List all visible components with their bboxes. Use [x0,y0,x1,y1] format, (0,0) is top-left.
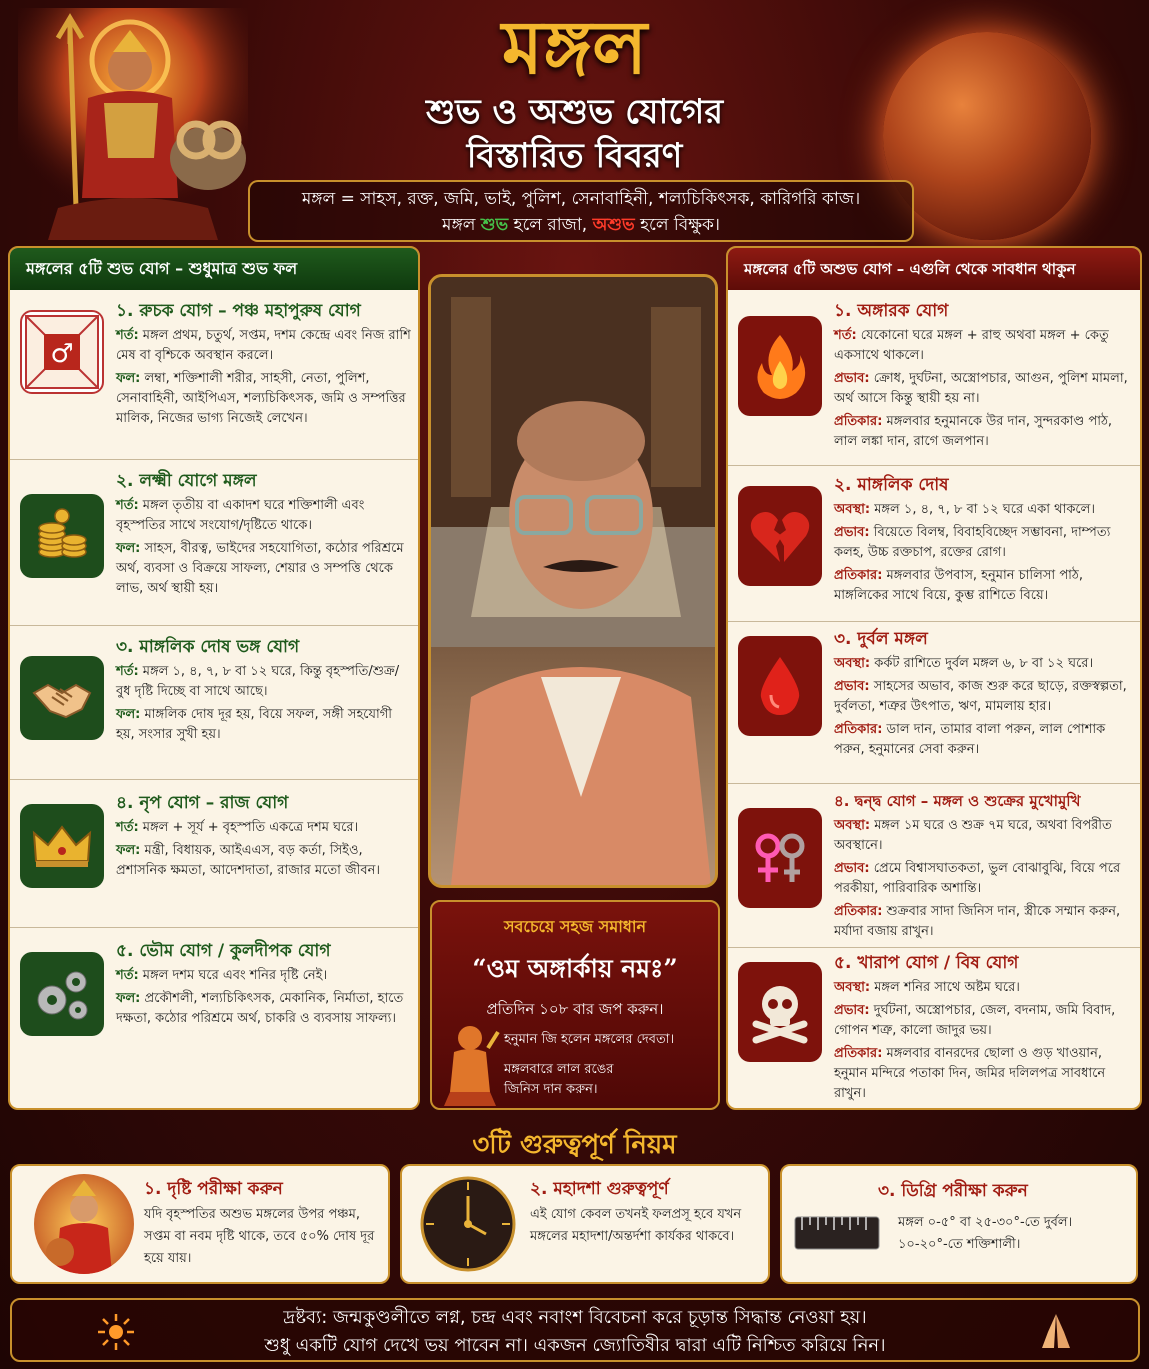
item-title: ১. রুচক যোগ – পঞ্চ মহাপুরুষ যোগ [116,301,361,321]
deity-icon [34,1174,134,1274]
result-text: সাহস, বীরত্ব, ভাইদের সহযোগিতা, কঠোর পরিশ্রমে অর্থ, ব্যবসা ও বিক্রয়ে সাফল্য, শেয়ার ও সম্পত্তি থেকে লাভ, অর্থ স্থায়ী হয়। [116,541,404,596]
footer-note [10,1298,1140,1362]
result-label: ফল: [116,541,141,556]
result-label: ফল: [116,991,141,1006]
solution-header: সবচেয়ে সহজ সমাধান [503,917,647,936]
handshake-icon [20,656,104,740]
rule-title: ২. মহাদশা গুরুত্বপূর্ণ [530,1179,669,1199]
mangal-deity-image [18,8,248,240]
good-yoga-item [10,292,418,460]
remedy-label: প্রতিকার: [834,904,883,919]
effect-label: প্রভাব: [834,525,870,540]
rule-text-block [530,1178,758,1248]
item-title: ৩. মাঙ্গলিক দোষ ভঙ্গ যোগ [116,637,300,657]
intro-good-word: শুভ [480,215,509,235]
cond-label: অবস্থা: [834,502,871,517]
item-title: ৪. দ্বন্দ্ব যোগ – মঙ্গল ও শুক্রের মুখোমুখি [834,792,1081,810]
note-line-2: শুধু একটি যোগ দেখে ভয় পাবেন না। একজন জ্যোতিষীর দ্বারা এটি নিশ্চিত করিয়ে নিন। [264,1335,886,1356]
item-title: ৩. দুর্বল মঙ্গল [834,629,928,649]
remedy-label: প্রতিকার: [834,414,883,429]
broken-heart-icon [738,486,822,586]
item-title: ২. মাঙ্গলিক দোষ [834,475,949,495]
blood-drop-icon [738,636,822,736]
remedy-label: প্রতিকার: [834,1046,883,1061]
item-text [116,790,412,884]
item-title: ৫. খারাপ যোগ / বিষ যোগ [834,953,1019,973]
item-text [834,298,1134,455]
bad-panel-header: মঙ্গলের ৫টি অশুভ যোগ – এগুলি থেকে সাবধান থাকুন [728,248,1140,290]
cond-label: শর্ত: [116,968,139,983]
result-text: মন্ত্রী, বিধায়ক, আইএএস, বড় কর্তা, সিইও, প্রশাসনিক ক্ষমতা, আদেশদাতা, রাজার মতো জীবন। [116,843,380,878]
bad-yoga-item [728,948,1140,1108]
subtitle-line-2: বিস্তারিত বিবরণ [466,136,683,176]
effect-text: দুর্ঘটনা, অস্ত্রোপচার, জেল, বদনাম, জমি বিবাদ, গোপন শত্রু, কালো জাদুর ভয়। [834,1003,1116,1038]
result-text: মাঙ্গলিক দোষ দূর হয়, বিয়ে সফল, সঙ্গী সহযোগী হয়, সংসার সুখী হয়। [116,707,393,742]
rule-text: যদি বৃহস্পতির অশুভ মঙ্গলের উপর পঞ্চম, সপ্তম বা নবম দৃষ্টি থাকে, তবে ৫০% দোষ দূর হয়ে যায়। [144,1207,375,1266]
item-title: ২. লক্ষ্মী যোগে মঙ্গল [116,471,257,491]
mars-chart-icon [20,310,104,394]
rule-card [400,1164,770,1284]
hanuman-line: হনুমান জি হলেন মঙ্গলের দেবতা। [504,1032,675,1047]
remedy-text: মঙ্গলবার বানরদের ছোলা ও গুড় খাওয়ান, হনুমান মন্দিরে পতাকা দিন, জমির দলিলপত্র সাবধানে রাখুন। [834,1046,1106,1101]
cond-label: অবস্থা: [834,980,871,995]
good-yoga-item [10,626,418,780]
cond-text: মঙ্গল তৃতীয় বা একাদশ ঘরে শক্তিশালী এবং বৃহস্পতির সাথে সংযোগ/দৃষ্টিতে থাকে। [116,498,365,533]
gears-icon [20,952,104,1036]
cond-label: শর্ত: [116,498,139,513]
item-text [834,626,1134,763]
intro-text: মঙ্গল [442,215,476,235]
ruler-icon [794,1216,880,1250]
good-yoga-item [10,780,418,928]
fire-icon [738,316,822,416]
remedy-label: প্রতিকার: [834,722,883,737]
result-label: ফল: [116,707,141,722]
cond-label: শর্ত: [834,328,857,343]
item-text [116,298,412,432]
item-text [834,472,1134,609]
item-text [116,634,412,748]
effect-text: সাহসের অভাব, কাজ শুরু করে ছাড়ে, রক্তস্বল্পতা, দুর্বলতা, শত্রুর উৎপাত, ঋণ, মামলায় হার। [834,679,1127,714]
mantra-text: “ওম অঙ্গার্কায় নমঃ” [472,954,678,983]
note-line-1: দ্রষ্টব্য: জন্মকুণ্ডলীতে লগ্ন, চন্দ্র এবং নবাংশ বিবেচনা করে চূড়ান্ত সিদ্ধান্ত নেওয়া হয়। [283,1307,867,1328]
bad-yoga-item [728,292,1140,466]
good-yoga-item [10,460,418,626]
remedy-text: ডাল দান, তামার বালা পরুন, লাল পোশাক পরুন, হনুমানের সেবা করুন। [834,722,1106,757]
rule-title: ১. দৃষ্টি পরীক্ষা করুন [144,1179,283,1199]
rules-title: ৩টি গুরুত্বপূর্ণ নিয়ম [472,1130,677,1160]
intro-text: হলে রাজা, [513,215,588,235]
bad-yoga-item [728,466,1140,622]
svg-text:♂: ♂ [50,339,74,369]
effect-text: বিয়েতে বিলম্ব, বিবাহবিচ্ছেদ সম্ভাবনা, দাম্পত্য কলহ, উচ্চ রক্তচাপ, রক্তের রোগ। [834,525,1111,560]
mars-planet-image [883,32,1091,240]
page-title: মঙ্গল [501,5,648,91]
skull-icon [738,962,822,1062]
cond-text: মঙ্গল প্রথম, চতুর্থ, সপ্তম, দশম কেন্দ্রে এবং নিজ রাশি মেষ বা বৃশ্চিকে অবস্থান করলে। [116,328,411,363]
item-title: ৪. নৃপ যোগ – রাজ যোগ [116,793,289,813]
cond-label: অবস্থা: [834,656,871,671]
item-text [834,950,1134,1107]
cond-label: শর্ত: [116,328,139,343]
item-text [116,938,412,1032]
author-photo [428,274,718,888]
good-yoga-panel [8,246,420,1110]
cond-text: মঙ্গল শনির সাথে অষ্টম ঘরে। [874,980,1020,995]
cond-text: কর্কট রাশিতে দুর্বল মঙ্গল ৬, ৮ বা ১২ ঘরে। [874,656,1094,671]
cond-text: মঙ্গল ১, ৪, ৭, ৮ বা ১২ ঘরে একা থাকলে। [874,502,1095,517]
page-subtitle [340,90,809,178]
effect-label: প্রভাব: [834,679,870,694]
rule-card [780,1164,1138,1284]
remedy-label: প্রতিকার: [834,568,883,583]
result-text: লম্বা, শক্তিশালী শরীর, সাহসী, নেতা, পুলিশ, সেনাবাহিনী, আইপিএস, শল্যচিকিৎসক, জমি ও সম্পত্তির মালিক, নিজের ভাগ্য নিজেই লেখেন। [116,371,406,426]
clock-icon [418,1174,518,1274]
cond-text: মঙ্গল দশম ঘরে এবং শনির দৃষ্টি নেই। [142,968,328,983]
cond-label: শর্ত: [116,820,139,835]
remedy-text: মঙ্গলবার হনুমানকে উর দান, সুন্দরকাণ্ড পাঠ, লাল লঙ্কা দান, রাগে জলপান। [834,414,1113,449]
intro-line-1: মঙ্গল = সাহস, রক্ত, জমি, ভাই, পুলিশ, সেনাবাহিনী, শল্যচিকিৎসক, কারিগরি কাজ। [301,189,861,209]
rule-text: মঙ্গল ০-৫° বা ২৫-৩০°-তে দুর্বল। ১০-২০°-তে শক্তিশালী। [898,1215,1073,1252]
gold-coins-icon [20,494,104,578]
cond-text: যেকোনো ঘরে মঙ্গল + রাহু অথবা মঙ্গল + কেতু একসাথে থাকলে। [834,328,1109,363]
good-yoga-item [10,928,418,1108]
intro-bad-word: অশুভ [592,215,635,235]
result-label: ফল: [116,371,141,386]
bad-yoga-item [728,784,1140,948]
bad-yoga-panel [726,246,1142,1110]
rule-text-block [144,1178,378,1270]
result-text: প্রকৌশলী, শল্যচিকিৎসক, মেকানিক, নির্মাতা, হাতে দক্ষতা, কঠোর পরিশ্রমে অর্থ, চাকরি ও ব্যবসায় সাফল্য। [116,991,404,1026]
solution-box [430,900,720,1110]
good-panel-header: মঙ্গলের ৫টি শুভ যোগ – শুধুমাত্র শুভ ফল [10,248,418,290]
item-title: ৫. ভৌম যোগ / কুলদীপক যোগ [116,941,331,961]
effect-label: প্রভাব: [834,371,870,386]
cond-label: শর্ত: [116,664,139,679]
folded-hands-icon [1034,1312,1078,1352]
subtitle-line-1: শুভ ও অশুভ যোগের [425,92,724,132]
cond-text: মঙ্গল ১, ৪, ৭, ৮ বা ১২ ঘরে, কিন্তু বৃহস্পতি/শুক্র/বুধ দৃষ্টি দিচ্ছে বা সাথে আছে। [116,664,400,699]
intro-text: হলে বিক্ষুক। [640,215,720,235]
rule-title: ৩. ডিগ্রি পরীক্ষা করুন [878,1181,1028,1201]
effect-text: ক্রোধ, দুর্ঘটনা, অস্ত্রোপচার, আগুন, পুলিশ মামলা, অর্থ আসে কিন্তু স্থায়ী হয় না। [834,371,1128,406]
effect-label: প্রভাব: [834,861,870,876]
intro-line-2 [250,212,912,238]
item-title: ১. অঙ্গারক যোগ [834,301,949,321]
donation-line: মঙ্গলবারে লাল রঙের জিনিস দান করুন। [504,1062,614,1097]
remedy-text: শুক্রবার সাদা জিনিস দান, স্ত্রীকে সম্মান করুন, মর্যাদা বজায় রাখুন। [834,904,1121,939]
bad-yoga-item [728,622,1140,784]
effect-label: প্রভাব: [834,1003,870,1018]
intro-box [248,180,914,242]
hanuman-icon [440,1022,500,1106]
crown-icon [20,804,104,888]
chant-instruction: প্রতিদিন ১০৮ বার জপ করুন। [486,1000,664,1018]
cond-label: অবস্থা: [834,818,871,833]
cond-text: মঙ্গল + সূর্য + বৃহস্পতি একত্রে দশম ঘরে। [142,820,359,835]
cond-text: মঙ্গল ১ম ঘরে ও শুক্র ৭ম ঘরে, অথবা বিপরীত অবস্থানে। [834,818,1112,853]
item-text [834,788,1134,945]
remedy-text: মঙ্গলবার উপবাস, হনুমান চালিসা পাঠ, মাঙ্গলিকের সাথে বিয়ে, কুম্ভ রাশিতে বিয়ে। [834,568,1083,603]
result-label: ফল: [116,843,141,858]
venus-mars-icon [738,808,822,908]
effect-text: প্রেমে বিশ্বাসঘাতকতা, ভুল বোঝাবুঝি, বিয়ে পরে পরকীয়া, পারিবারিক অশান্তি। [834,861,1121,896]
sun-icon [94,1312,138,1352]
rule-text: এই যোগ কেবল তখনই ফলপ্রসূ হবে যখন মঙ্গলের মহাদশা/অন্তর্দশা কার্যকর থাকবে। [530,1207,742,1244]
item-text [116,468,412,602]
rule-card [10,1164,390,1284]
